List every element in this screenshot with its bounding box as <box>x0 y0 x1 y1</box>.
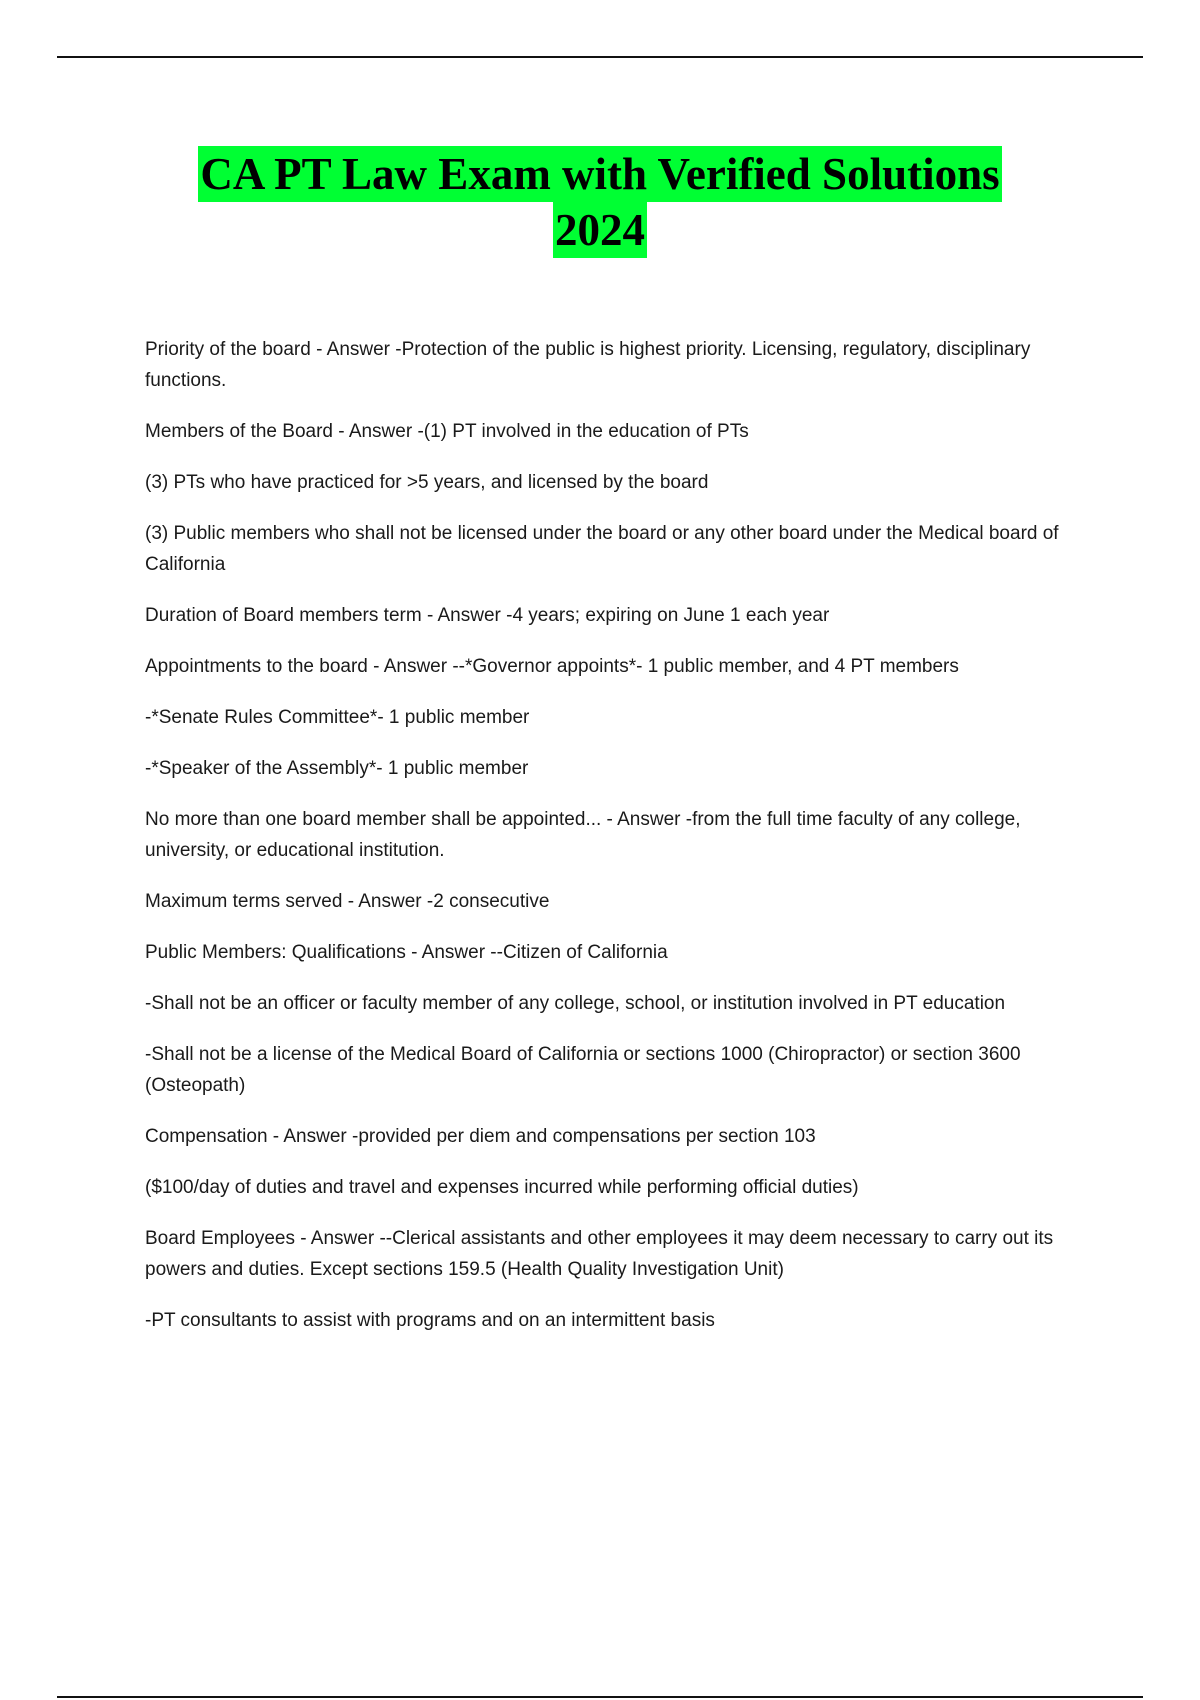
paragraph-board-employees: Board Employees - Answer --Clerical assistants and other employees it may deem necessary to carry out its powers and duties. Except sections 159.5 (Health Quality Investigation Unit) <box>145 1228 1054 1280</box>
paragraph-faculty-limit: No more than one board member shall be appointed... - Answer -from the full time faculty of any college, university, or educational institution. <box>145 809 1021 861</box>
paragraph-members-of-board: Members of the Board - Answer -(1) PT involved in the education of PTs <box>145 421 749 442</box>
paragraph-appointments: Appointments to the board - Answer --*Governor appoints*- 1 public member, and 4 PT members <box>145 656 959 677</box>
paragraph-senate-rules: -*Senate Rules Committee*- 1 public member <box>145 707 530 728</box>
paragraph-public-qualifications: Public Members: Qualifications - Answer --Citizen of California <box>145 942 668 963</box>
paragraph-per-diem: ($100/day of duties and travel and expenses incurred while performing official duties) <box>145 1177 859 1198</box>
title-line-1: CA PT Law Exam with Verified Solutions <box>198 146 1001 202</box>
paragraph-duration-of-term: Duration of Board members term - Answer -4 years; expiring on June 1 each year <box>145 605 830 626</box>
document-title <box>100 146 1100 258</box>
paragraph-not-licensee: -Shall not be a license of the Medical Board of California or sections 1000 (Chiropractor) or section 3600 (Osteopath) <box>145 1044 1021 1096</box>
document-body <box>145 334 1085 1356</box>
bottom-rule <box>57 1696 1143 1698</box>
paragraph-not-officer: -Shall not be an officer or faculty member of any college, school, or institution involved in PT education <box>145 993 1006 1014</box>
paragraph-pts-practiced: (3) PTs who have practiced for >5 years, and licensed by the board <box>145 472 709 493</box>
paragraph-pt-consultants: -PT consultants to assist with programs and on an intermittent basis <box>145 1310 715 1331</box>
paragraph-priority-of-board: Priority of the board - Answer -Protection of the public is highest priority. Licensing, regulatory, disciplinary functions. <box>145 339 1031 391</box>
title-line-2: 2024 <box>553 202 647 258</box>
paragraph-public-members: (3) Public members who shall not be licensed under the board or any other board under the Medical board of California <box>145 523 1059 575</box>
paragraph-maximum-terms: Maximum terms served - Answer -2 consecutive <box>145 891 550 912</box>
paragraph-compensation: Compensation - Answer -provided per diem and compensations per section 103 <box>145 1126 816 1147</box>
paragraph-speaker-assembly: -*Speaker of the Assembly*- 1 public member <box>145 758 529 779</box>
top-rule <box>57 56 1143 58</box>
